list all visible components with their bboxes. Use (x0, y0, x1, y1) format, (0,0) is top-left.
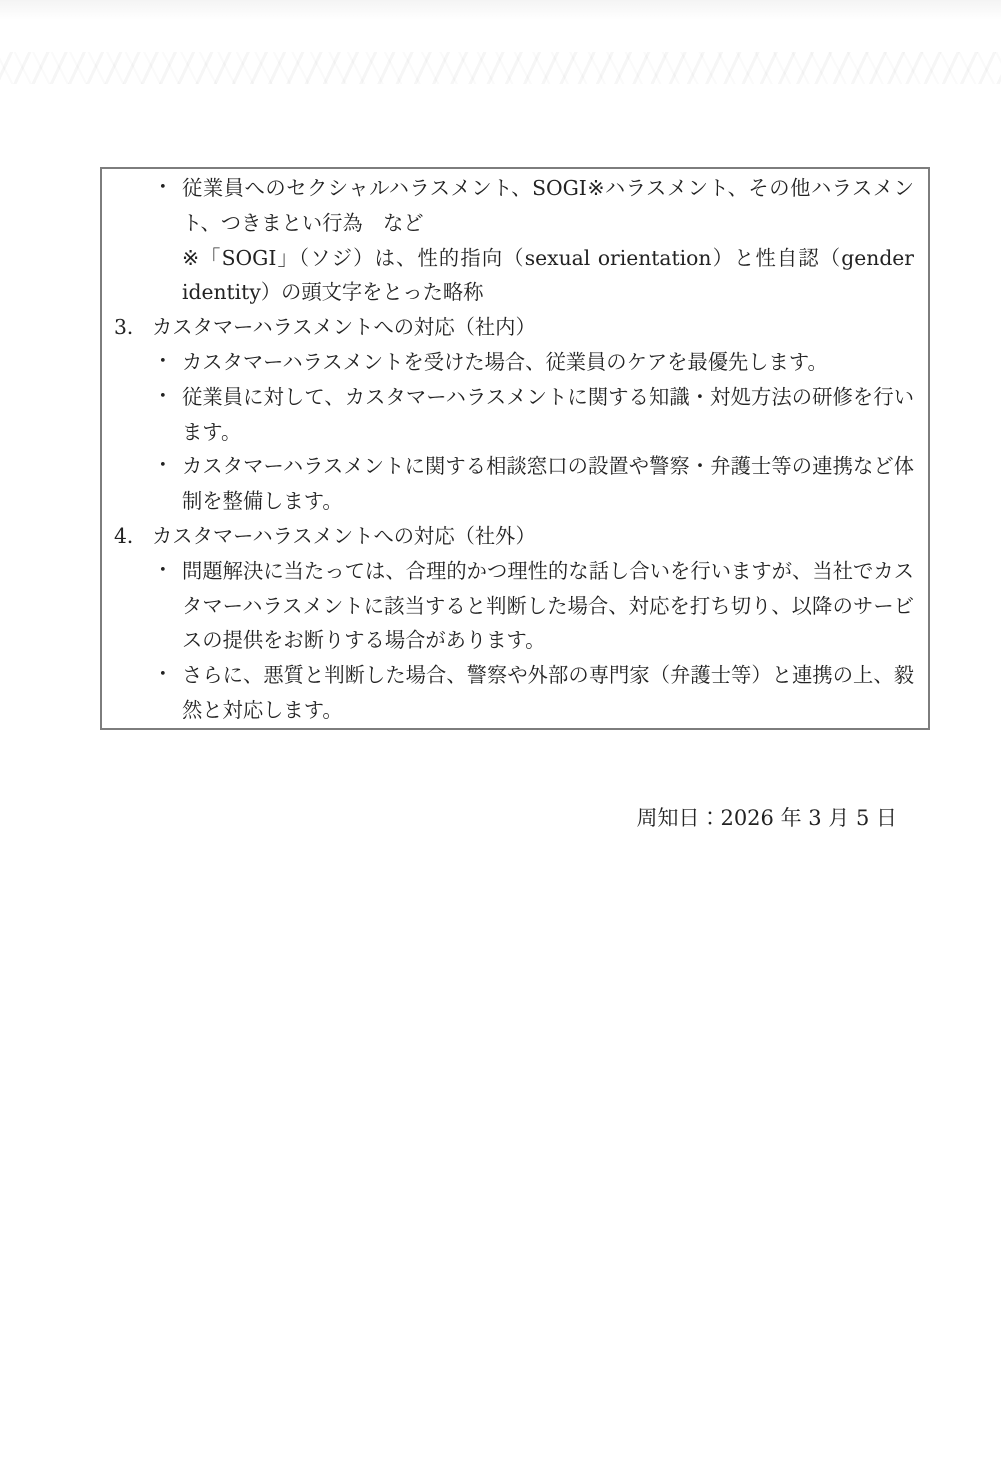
section-3-bullet-3 (159, 449, 914, 519)
section-4-bullet-2 (159, 658, 914, 728)
section-3-title: カスタマーハラスメントへの対応（社内） (152, 315, 536, 340)
sogi-note: ※「SOGI」（ソジ）は、性的指向（sexual orientation）と性自認（gender identity）の頭文字をとった略称 (182, 245, 914, 305)
section-4-bullet-1 (159, 554, 914, 658)
section-3-bullet-1 (159, 345, 914, 380)
section-4-bullet-1-text: 問題解決に当たっては、合理的かつ理性的な話し合いを行いますが、当社でカスタマーハラスメントに該当すると判断した場合、対応を打ち切り、以降のサービスの提供をお断りする場合があります。 (182, 558, 914, 653)
bullet-marker: • (159, 388, 167, 404)
section-4-number: 4． (114, 523, 148, 548)
policy-text-box (100, 167, 930, 730)
bullet-marker: • (159, 458, 167, 474)
announcement-date: 周知日：2026 年 3 月 5 日 (636, 806, 897, 830)
section-3-bullet-3-text: カスタマーハラスメントに関する相談窓口の設置や警察・弁護士等の連携など体制を整備します。 (182, 454, 914, 514)
section-3-number: 3． (114, 315, 148, 340)
section-4-heading (114, 519, 914, 554)
intro-bullet-item (159, 171, 914, 241)
bullet-marker: • (159, 180, 167, 195)
bullet-marker: • (159, 667, 167, 683)
section-4-title: カスタマーハラスメントへの対応（社外） (152, 523, 536, 548)
scan-edge-shade (0, 0, 1001, 20)
section-3-heading (114, 310, 914, 345)
scan-artifact-pattern (0, 52, 1001, 84)
section-3-bullet-2 (159, 380, 914, 450)
section-3-bullet-2-text: 従業員に対して、カスタマーハラスメントに関する知識・対処方法の研修を行います。 (182, 384, 914, 444)
bullet-marker: • (159, 562, 167, 578)
section-4-bullet-2-text: さらに、悪質と判断した場合、警察や外部の専門家（弁護士等）と連携の上、毅然と対応します。 (182, 663, 914, 722)
section-3-bullet-1-text: カスタマーハラスメントを受けた場合、従業員のケアを最優先します。 (182, 349, 828, 374)
bullet-marker: • (159, 353, 167, 369)
intro-bullet-text: 従業員へのセクシャルハラスメント、SOGI※ハラスメント、その他ハラスメント、つきまとい行為 など (182, 176, 914, 235)
